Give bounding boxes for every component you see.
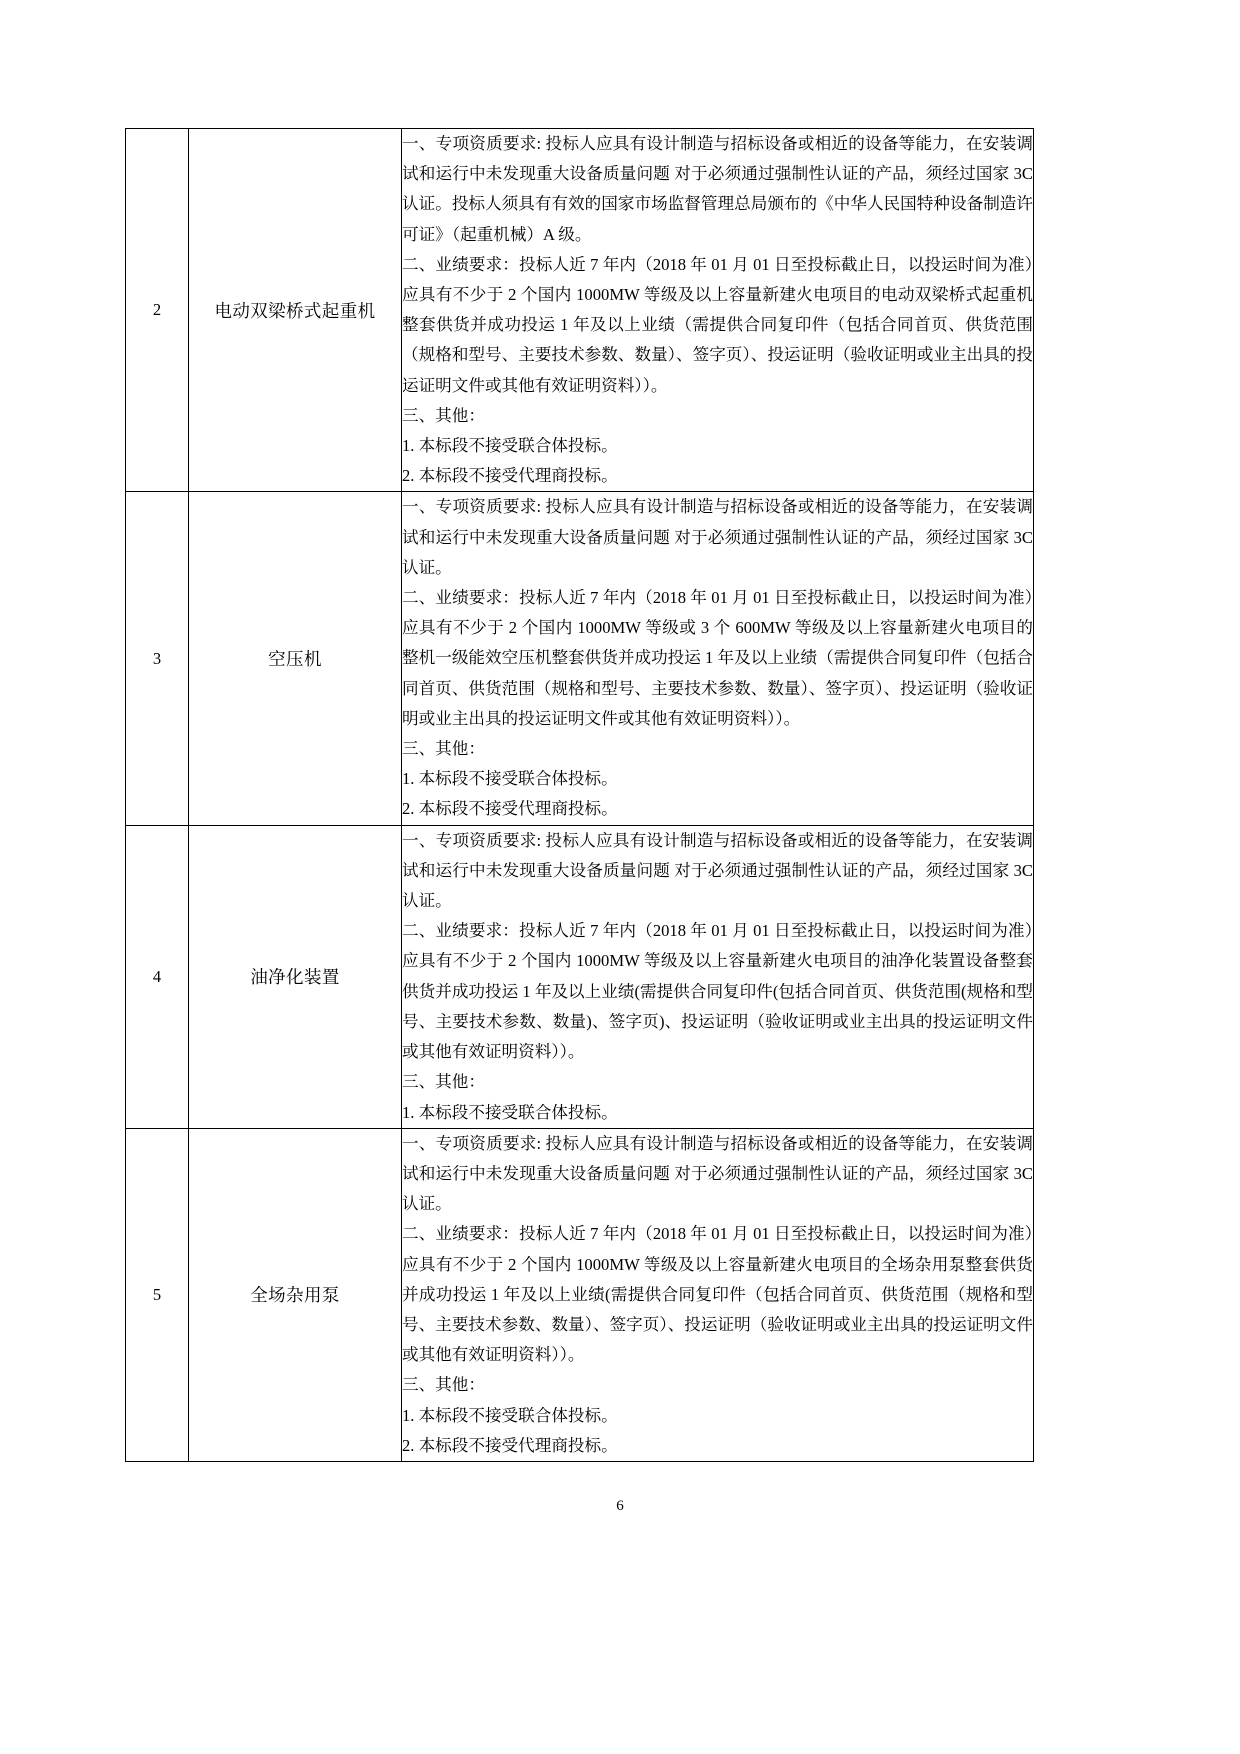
- table-row: [126, 1128, 1034, 1461]
- requirement-paragraph: 1. 本标段不接受联合体投标。: [402, 769, 618, 789]
- equipment-name-cell: 油净化装置: [189, 825, 402, 1128]
- requirement-paragraph: 二、业绩要求：投标人近 7 年内（2018 年 01 月 01 日至投标截止日，以投运时间为准）应具有不少于 2 个国内 1000MW 等级及以上容量新建火电项目的全场杂用泵整套供货并成功投运 1 年及以上业绩(需提供合同复印件（包括合同首页、供货范围（规格和型号、主要技术参数、数量）、签字页）、投运证明（验收证明或业主出具的投运证明文件或其他有效证明资料））。: [402, 1224, 1033, 1365]
- equipment-requirements-table: [125, 128, 1034, 1462]
- requirement-paragraph: 2. 本标段不接受代理商投标。: [402, 466, 618, 486]
- requirement-paragraph: 一、专项资质要求: 投标人应具有设计制造与招标设备或相近的设备等能力，在安装调试和运行中未发现重大设备质量问题 对于必须通过强制性认证的产品，须经过国家 3C 认证。投标人须具有有效的国家市场监督管理总局颁布的《中华人民国特种设备制造许可证》（起重机械）A 级。: [402, 134, 1033, 244]
- requirement-paragraph: 一、专项资质要求: 投标人应具有设计制造与招标设备或相近的设备等能力，在安装调试和运行中未发现重大设备质量问题 对于必须通过强制性认证的产品，须经过国家 3C 认证。: [402, 497, 1033, 577]
- table-row: [126, 492, 1034, 825]
- requirement-paragraph: 三、其他：: [402, 739, 485, 759]
- requirement-paragraph: 二、业绩要求：投标人近 7 年内（2018 年 01 月 01 日至投标截止日，以投运时间为准）应具有不少于 2 个国内 1000MW 等级及以上容量新建火电项目的电动双梁桥式起重机整套供货并成功投运 1 年及以上业绩（需提供合同复印件（包括合同首页、供货范围（规格和型号、主要技术参数、数量）、签字页）、投运证明（验收证明或业主出具的投运证明文件或其他有效证明资料））。: [402, 254, 1033, 395]
- equipment-name-cell: 全场杂用泵: [189, 1128, 402, 1461]
- requirements-cell: [402, 825, 1034, 1128]
- requirement-paragraph: 2. 本标段不接受代理商投标。: [402, 799, 618, 819]
- requirement-paragraph: 1. 本标段不接受联合体投标。: [402, 1102, 618, 1122]
- row-number-cell: 2: [126, 129, 189, 492]
- requirement-paragraph: 三、其他：: [402, 1375, 485, 1395]
- requirement-paragraph: 一、专项资质要求: 投标人应具有设计制造与招标设备或相近的设备等能力，在安装调试和运行中未发现重大设备质量问题 对于必须通过强制性认证的产品，须经过国家 3C 认证。: [402, 1133, 1033, 1214]
- table-body: [126, 129, 1034, 1462]
- requirement-paragraph: 1. 本标段不接受联合体投标。: [402, 436, 618, 456]
- requirement-paragraph: 三、其他：: [402, 405, 485, 425]
- page-number: 6: [616, 1498, 624, 1514]
- row-number-cell: 4: [126, 825, 189, 1128]
- requirements-cell: [402, 129, 1034, 492]
- requirements-cell: [402, 1128, 1034, 1461]
- table-row: [126, 129, 1034, 492]
- requirement-paragraph: 1. 本标段不接受联合体投标。: [402, 1405, 618, 1425]
- equipment-name-cell: 空压机: [189, 492, 402, 825]
- equipment-name-cell: 电动双梁桥式起重机: [189, 129, 402, 492]
- requirement-paragraph: 一、专项资质要求: 投标人应具有设计制造与招标设备或相近的设备等能力，在安装调试和运行中未发现重大设备质量问题 对于必须通过强制性认证的产品，须经过国家 3C 认证。: [402, 830, 1033, 911]
- requirement-paragraph: 二、业绩要求：投标人近 7 年内（2018 年 01 月 01 日至投标截止日，以投运时间为准）应具有不少于 2 个国内 1000MW 等级或 3 个 600MW 等级及以上容量新建火电项目的整机一级能效空压机整套供货并成功投运 1 年及以上业绩（需提供合同复印件（包括合同首页、供货范围（规格和型号、主要技术参数、数量）、签字页）、投运证明（验收证明或业主出具的投运证明文件或其他有效证明资料））。: [402, 588, 1033, 728]
- requirement-paragraph: 2. 本标段不接受代理商投标。: [402, 1435, 618, 1455]
- row-number-cell: 5: [126, 1128, 189, 1461]
- requirement-paragraph: 三、其他：: [402, 1072, 485, 1092]
- requirements-cell: [402, 492, 1034, 825]
- requirement-paragraph: 二、业绩要求：投标人近 7 年内（2018 年 01 月 01 日至投标截止日，以投运时间为准）应具有不少于 2 个国内 1000MW 等级及以上容量新建火电项目的油净化装置设备整套供货并成功投运 1 年及以上业绩(需提供合同复印件(包括合同首页、供货范围(规格和型号、主要技术参数、数量)、签字页)、投运证明（验收证明或业主出具的投运证明文件或其他有效证明资料））。: [402, 921, 1033, 1062]
- row-number-cell: 3: [126, 492, 189, 825]
- table-row: [126, 825, 1034, 1128]
